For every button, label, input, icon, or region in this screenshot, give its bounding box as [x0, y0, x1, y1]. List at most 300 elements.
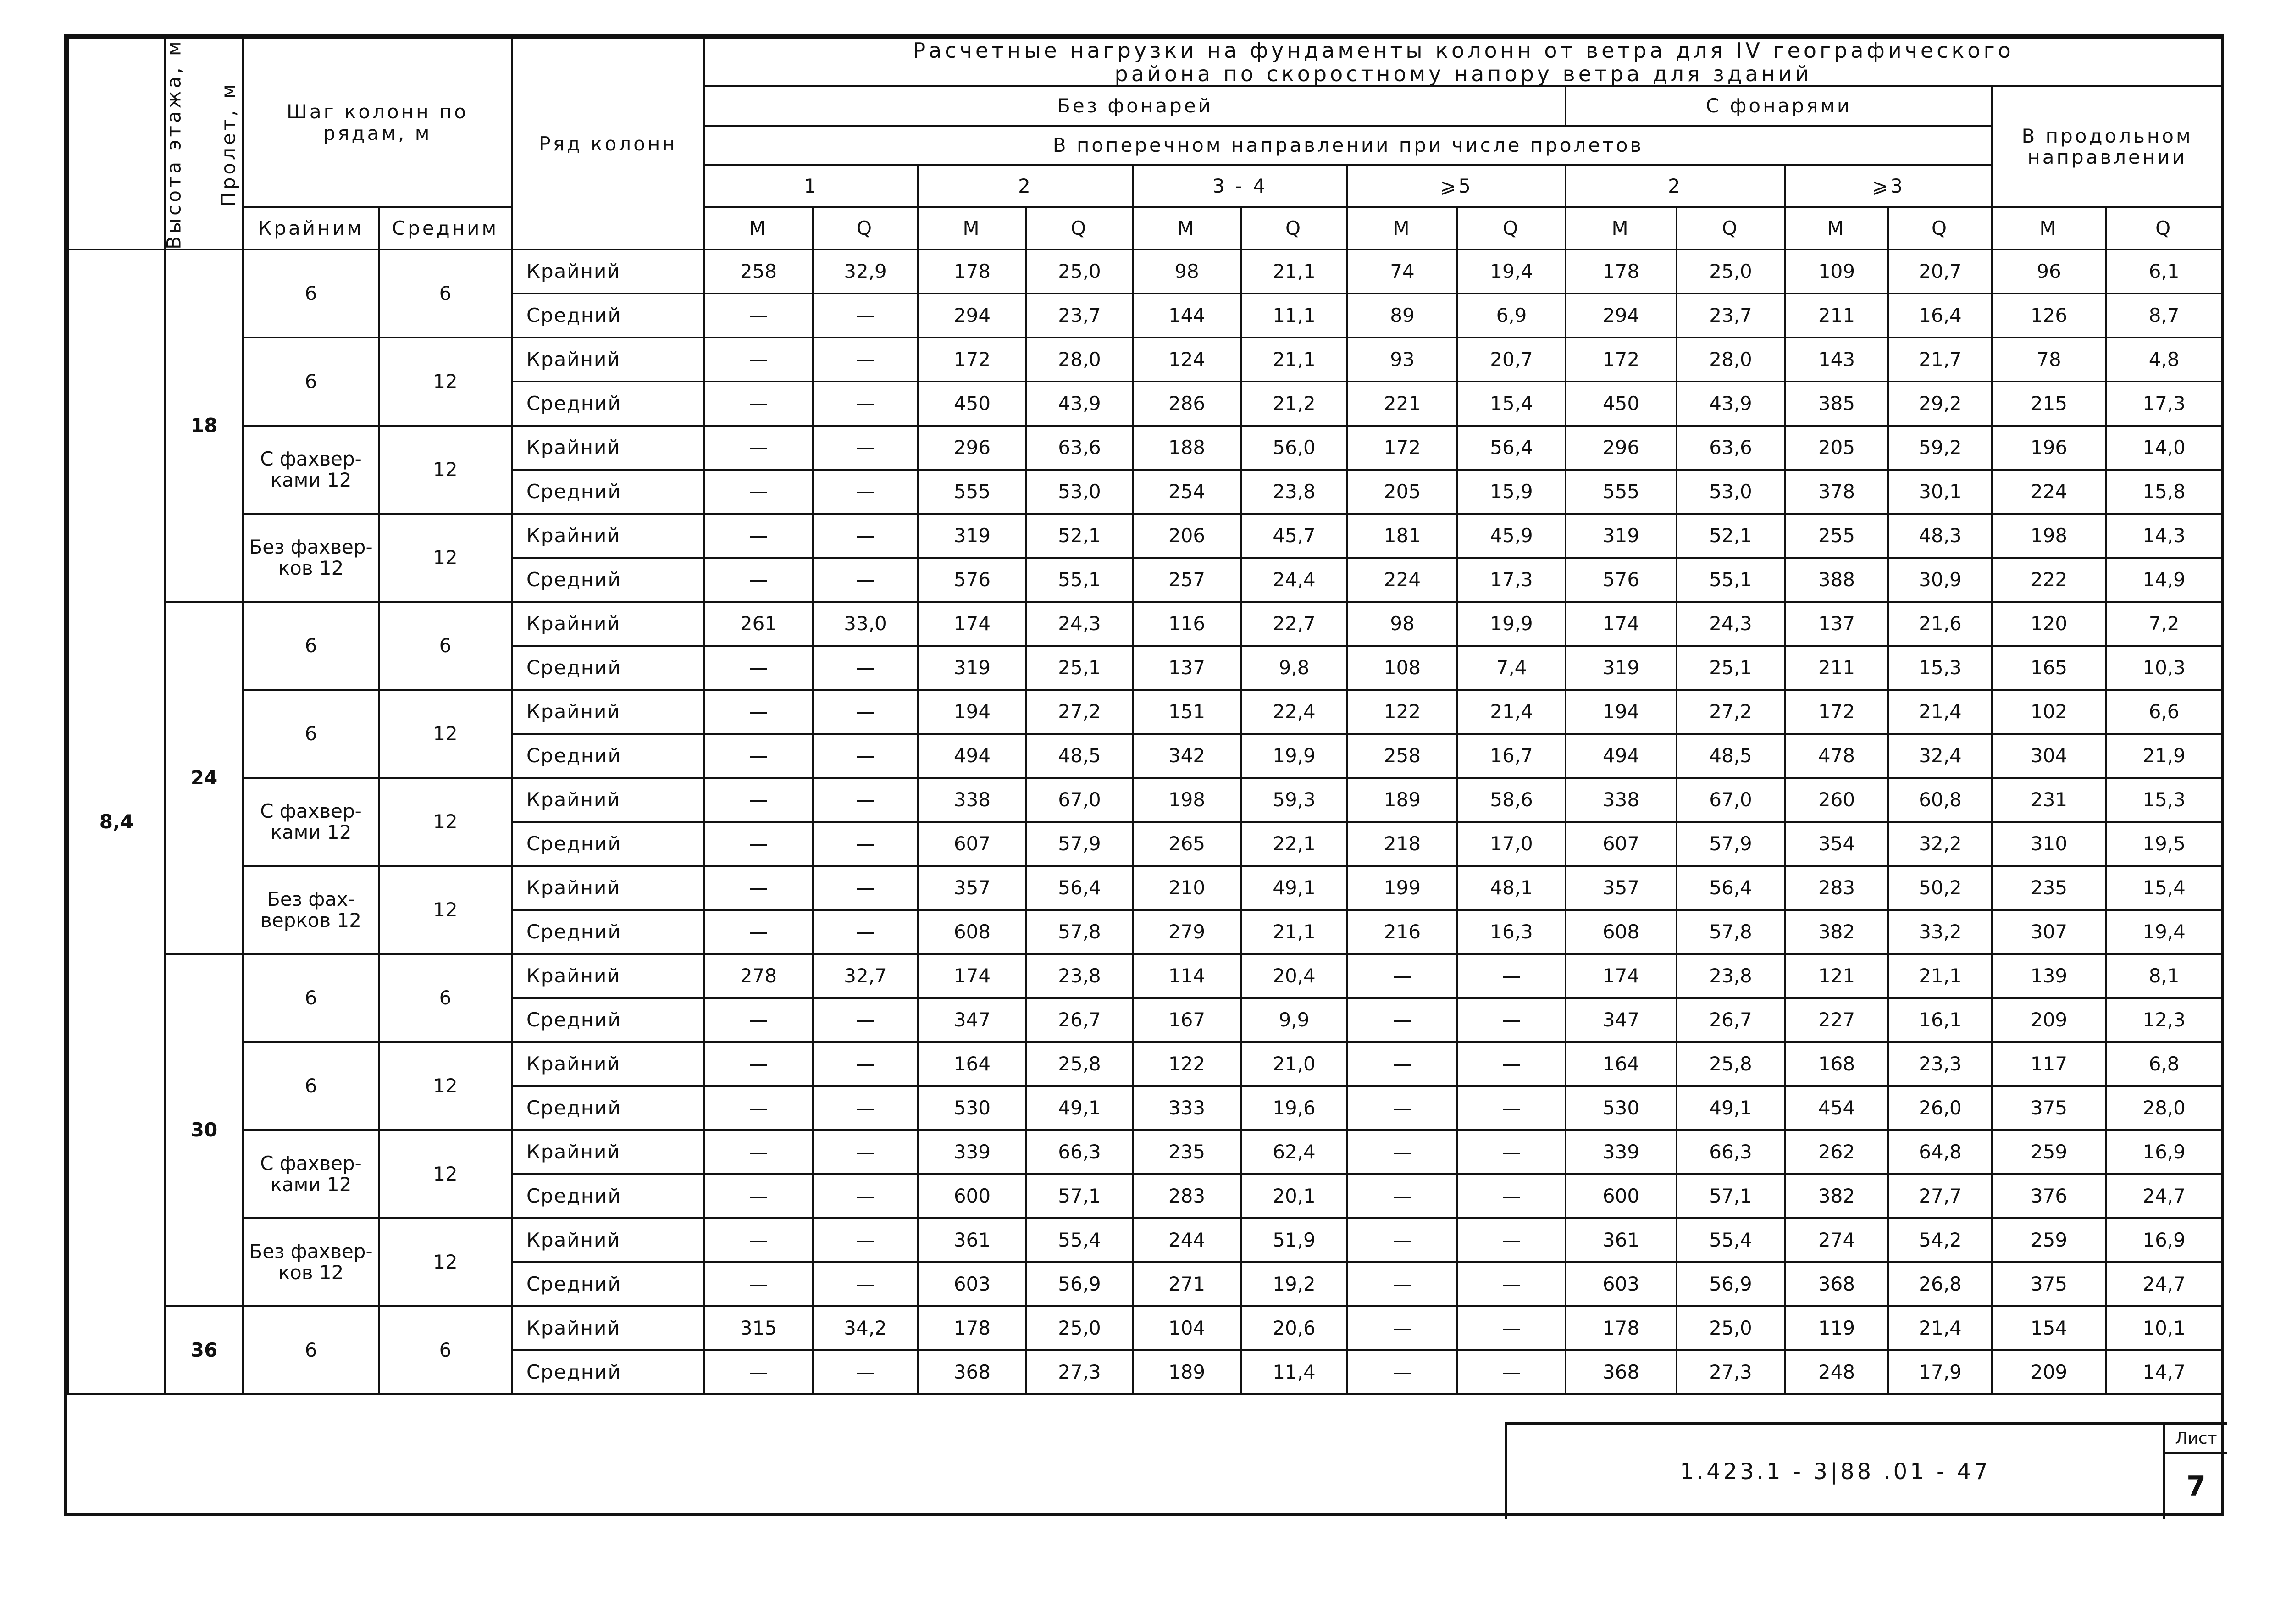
load-value: 174 — [918, 602, 1026, 646]
load-value: 283 — [1133, 1174, 1241, 1218]
load-value: 296 — [1566, 426, 1677, 470]
mq-header-3: M — [918, 207, 1026, 249]
span-value: 24 — [165, 602, 243, 954]
load-value: 357 — [1566, 866, 1677, 910]
load-value: 454 — [1785, 1086, 1888, 1130]
load-value: 347 — [918, 998, 1026, 1042]
load-value: — — [1457, 1262, 1566, 1306]
load-value: 25,8 — [1677, 1042, 1785, 1086]
load-value: 55,4 — [1026, 1218, 1133, 1262]
load-value: 259 — [1992, 1218, 2106, 1262]
load-value: 24,7 — [2106, 1262, 2222, 1306]
column-row-name: Средний — [512, 910, 704, 954]
load-value: 104 — [1133, 1306, 1241, 1350]
table-row — [68, 1042, 2222, 1086]
column-row-name: Крайний — [512, 1306, 704, 1350]
load-value: 555 — [1566, 470, 1677, 514]
load-value: 57,8 — [1026, 910, 1133, 954]
load-value: — — [813, 866, 918, 910]
load-value: 21,6 — [1888, 602, 1992, 646]
floor-height-value: 8,4 — [68, 249, 165, 1394]
mq-header-13: M — [1992, 207, 2106, 249]
load-value: 15,8 — [2106, 470, 2222, 514]
load-value: — — [704, 1130, 813, 1174]
table-row — [68, 1130, 2222, 1174]
load-value: — — [1347, 1130, 1457, 1174]
load-value: 181 — [1347, 514, 1457, 558]
load-value: 23,3 — [1888, 1042, 1992, 1086]
load-value: 28,0 — [1026, 338, 1133, 382]
load-value: 116 — [1133, 602, 1241, 646]
load-value: 347 — [1566, 998, 1677, 1042]
load-value: 357 — [918, 866, 1026, 910]
load-value: 16,4 — [1888, 294, 1992, 338]
column-row-name: Средний — [512, 1262, 704, 1306]
load-value: 56,9 — [1677, 1262, 1785, 1306]
load-value: 278 — [704, 954, 813, 998]
table-row — [68, 338, 2222, 382]
load-value: 15,4 — [2106, 866, 2222, 910]
longitudinal-header: В продольном направлении — [1992, 86, 2222, 207]
column-row-name: Крайний — [512, 866, 704, 910]
document-code: 1.423.1 - 3|88 .01 - 47 — [1680, 1459, 1991, 1485]
load-value: 124 — [1133, 338, 1241, 382]
load-value: 21,9 — [2106, 734, 2222, 778]
step-outer-value: 6 — [243, 690, 379, 778]
sheet-number-box — [2163, 1425, 2227, 1519]
load-value: 56,0 — [1241, 426, 1347, 470]
load-value: 6,9 — [1457, 294, 1566, 338]
load-value: 66,3 — [1026, 1130, 1133, 1174]
load-value: 67,0 — [1026, 778, 1133, 822]
load-value: 450 — [1566, 382, 1677, 426]
load-value: — — [704, 690, 813, 734]
load-value: 56,4 — [1026, 866, 1133, 910]
load-value: 27,2 — [1677, 690, 1785, 734]
load-value: 19,9 — [1457, 602, 1566, 646]
step-middle-value: 12 — [379, 1130, 512, 1218]
load-value: 388 — [1785, 558, 1888, 602]
load-value: 494 — [918, 734, 1026, 778]
title-line-1: Расчетные нагрузки на фундаменты колонн от ветра для IV географического — [913, 38, 2014, 63]
column-row-name: Крайний — [512, 338, 704, 382]
load-value: 194 — [1566, 690, 1677, 734]
load-value: 55,1 — [1026, 558, 1133, 602]
column-row-name: Средний — [512, 1174, 704, 1218]
load-value: 8,1 — [2106, 954, 2222, 998]
column-row-name: Средний — [512, 294, 704, 338]
load-value: 198 — [1992, 514, 2106, 558]
load-value: — — [813, 1042, 918, 1086]
load-value: 52,1 — [1026, 514, 1133, 558]
load-value: 10,1 — [2106, 1306, 2222, 1350]
sheet-label: Лист — [2165, 1425, 2227, 1454]
load-value: 283 — [1785, 866, 1888, 910]
load-value: 576 — [918, 558, 1026, 602]
span-value: 30 — [165, 954, 243, 1306]
load-value: 607 — [918, 822, 1026, 866]
column-row-name: Средний — [512, 1350, 704, 1394]
load-value: 319 — [1566, 646, 1677, 690]
load-value: 12,3 — [2106, 998, 2222, 1042]
load-value: 27,3 — [1677, 1350, 1785, 1394]
load-value: 51,9 — [1241, 1218, 1347, 1262]
load-value: 254 — [1133, 470, 1241, 514]
step-middle-value: 12 — [379, 426, 512, 514]
load-value: 137 — [1785, 602, 1888, 646]
table-row — [68, 866, 2222, 910]
load-value: 117 — [1992, 1042, 2106, 1086]
load-value: 30,9 — [1888, 558, 1992, 602]
load-value: — — [704, 558, 813, 602]
load-value: 19,4 — [1457, 249, 1566, 294]
load-value: 17,0 — [1457, 822, 1566, 866]
load-value: 26,0 — [1888, 1086, 1992, 1130]
span-count-2: 2 — [918, 165, 1133, 207]
column-row-name: Средний — [512, 558, 704, 602]
load-value: 119 — [1785, 1306, 1888, 1350]
load-value: 235 — [1133, 1130, 1241, 1174]
column-row-name: Крайний — [512, 1042, 704, 1086]
load-value: 206 — [1133, 514, 1241, 558]
load-value: 62,4 — [1241, 1130, 1347, 1174]
load-value: 26,7 — [1677, 998, 1785, 1042]
load-value: 49,1 — [1241, 866, 1347, 910]
load-value: 8,7 — [2106, 294, 2222, 338]
load-value: 63,6 — [1677, 426, 1785, 470]
load-value: 600 — [918, 1174, 1026, 1218]
load-value: 319 — [918, 646, 1026, 690]
load-value: — — [1347, 1218, 1457, 1262]
transverse-header: В поперечном направлении при числе пролетов — [704, 126, 1992, 165]
step-outer-value: 6 — [243, 1306, 379, 1394]
load-value: 59,3 — [1241, 778, 1347, 822]
load-value: 22,4 — [1241, 690, 1347, 734]
load-value: 33,0 — [813, 602, 918, 646]
load-value: 164 — [918, 1042, 1026, 1086]
load-value: 19,9 — [1241, 734, 1347, 778]
load-value: 7,2 — [2106, 602, 2222, 646]
column-row-name: Крайний — [512, 1130, 704, 1174]
load-value: 478 — [1785, 734, 1888, 778]
mq-header-8: Q — [1457, 207, 1566, 249]
load-value: 28,0 — [1677, 338, 1785, 382]
load-value: 21,4 — [1457, 690, 1566, 734]
column-row-name: Средний — [512, 734, 704, 778]
load-value: 32,4 — [1888, 734, 1992, 778]
load-value: 368 — [1785, 1262, 1888, 1306]
load-value: 178 — [918, 249, 1026, 294]
load-value: 63,6 — [1026, 426, 1133, 470]
load-value: 25,0 — [1677, 249, 1785, 294]
load-value: 25,8 — [1026, 1042, 1133, 1086]
table-row — [68, 778, 2222, 822]
load-value: — — [1347, 1262, 1457, 1306]
load-value: 210 — [1133, 866, 1241, 910]
load-value: 172 — [1566, 338, 1677, 382]
load-value: 93 — [1347, 338, 1457, 382]
load-value: — — [813, 514, 918, 558]
step-outer-value: Без фахвер- ков 12 — [243, 514, 379, 602]
load-value: 58,6 — [1457, 778, 1566, 822]
load-value: 60,8 — [1888, 778, 1992, 822]
load-value: — — [1457, 1174, 1566, 1218]
load-value: — — [1347, 1174, 1457, 1218]
load-value: — — [704, 998, 813, 1042]
load-value: — — [813, 338, 918, 382]
load-value: 198 — [1133, 778, 1241, 822]
table-title — [704, 38, 2222, 86]
load-value: 216 — [1347, 910, 1457, 954]
load-value: 188 — [1133, 426, 1241, 470]
load-value: 310 — [1992, 822, 2106, 866]
step-outer-header: Крайним — [243, 207, 379, 249]
mq-header-6: Q — [1241, 207, 1347, 249]
load-value: 96 — [1992, 249, 2106, 294]
mq-header-5: M — [1133, 207, 1241, 249]
no-lanterns-header: Без фонарей — [704, 86, 1566, 126]
load-value: 78 — [1992, 338, 2106, 382]
load-value: 6,8 — [2106, 1042, 2222, 1086]
load-value: 382 — [1785, 910, 1888, 954]
table-row — [68, 1306, 2222, 1350]
load-value: 172 — [1785, 690, 1888, 734]
load-value: 248 — [1785, 1350, 1888, 1394]
load-value: 27,7 — [1888, 1174, 1992, 1218]
step-middle-value: 12 — [379, 514, 512, 602]
table-row — [68, 602, 2222, 646]
load-value: 17,3 — [1457, 558, 1566, 602]
load-value: 15,3 — [1888, 646, 1992, 690]
load-value: — — [1347, 1350, 1457, 1394]
load-value: 215 — [1992, 382, 2106, 426]
load-value: — — [704, 470, 813, 514]
load-value: 20,1 — [1241, 1174, 1347, 1218]
load-value: 189 — [1347, 778, 1457, 822]
load-value: 55,1 — [1677, 558, 1785, 602]
load-value: 319 — [1566, 514, 1677, 558]
column-row-name: Крайний — [512, 1218, 704, 1262]
load-value: — — [1457, 1130, 1566, 1174]
load-value: 143 — [1785, 338, 1888, 382]
load-value: 265 — [1133, 822, 1241, 866]
load-value: 20,7 — [1457, 338, 1566, 382]
table-row — [68, 514, 2222, 558]
load-value: 57,9 — [1026, 822, 1133, 866]
load-value: 56,4 — [1457, 426, 1566, 470]
load-value: 6,1 — [2106, 249, 2222, 294]
load-value: — — [1347, 998, 1457, 1042]
load-value: 172 — [918, 338, 1026, 382]
load-value: 56,4 — [1677, 866, 1785, 910]
load-value: 24,7 — [2106, 1174, 2222, 1218]
load-value: 28,0 — [2106, 1086, 2222, 1130]
load-value: 19,4 — [2106, 910, 2222, 954]
load-value: — — [704, 646, 813, 690]
load-value: 144 — [1133, 294, 1241, 338]
column-row-name: Крайний — [512, 602, 704, 646]
load-value: — — [1457, 1218, 1566, 1262]
load-value: 32,7 — [813, 954, 918, 998]
column-row-name: Средний — [512, 998, 704, 1042]
load-value: 361 — [918, 1218, 1026, 1262]
load-value: 74 — [1347, 249, 1457, 294]
load-value: — — [1457, 1350, 1566, 1394]
load-value: — — [704, 382, 813, 426]
column-row-name: Средний — [512, 1086, 704, 1130]
load-value: 89 — [1347, 294, 1457, 338]
span-count-1: 1 — [704, 165, 918, 207]
column-row-name: Крайний — [512, 426, 704, 470]
load-value: 450 — [918, 382, 1026, 426]
load-value: 375 — [1992, 1086, 2106, 1130]
load-value: — — [1347, 1086, 1457, 1130]
load-value: — — [813, 734, 918, 778]
load-value: — — [1457, 1042, 1566, 1086]
load-value: 172 — [1347, 426, 1457, 470]
load-value: 333 — [1133, 1086, 1241, 1130]
load-value: 209 — [1992, 998, 2106, 1042]
wind-load-table — [67, 37, 2223, 1395]
load-value: 607 — [1566, 822, 1677, 866]
load-value: 33,2 — [1888, 910, 1992, 954]
column-row-name: Средний — [512, 382, 704, 426]
load-value: 59,2 — [1888, 426, 1992, 470]
load-value: 294 — [1566, 294, 1677, 338]
load-value: 9,9 — [1241, 998, 1347, 1042]
load-value: 382 — [1785, 1174, 1888, 1218]
load-value: 307 — [1992, 910, 2106, 954]
step-outer-value: С фахвер- ками 12 — [243, 426, 379, 514]
load-value: 21,1 — [1241, 910, 1347, 954]
load-value: 294 — [918, 294, 1026, 338]
load-value: — — [704, 778, 813, 822]
load-value: 45,9 — [1457, 514, 1566, 558]
load-value: 255 — [1785, 514, 1888, 558]
load-value: 45,7 — [1241, 514, 1347, 558]
load-value: — — [813, 1350, 918, 1394]
floor-height-header — [68, 38, 185, 249]
load-value: 378 — [1785, 470, 1888, 514]
load-value: 262 — [1785, 1130, 1888, 1174]
load-value: 53,0 — [1026, 470, 1133, 514]
floor-height-header-text: Высота этажа, м — [162, 38, 185, 249]
load-value: 211 — [1785, 294, 1888, 338]
load-value: 24,3 — [1677, 602, 1785, 646]
load-value: — — [813, 1174, 918, 1218]
load-value: — — [704, 1174, 813, 1218]
title-line-2: района по скоростному напору ветра для зданий — [1114, 61, 1812, 86]
column-row-header: Ряд колонн — [512, 38, 704, 249]
load-value: 608 — [1566, 910, 1677, 954]
load-value: 296 — [918, 426, 1026, 470]
load-value: — — [704, 294, 813, 338]
load-value: 30,1 — [1888, 470, 1992, 514]
load-value: 376 — [1992, 1174, 2106, 1218]
load-value: 338 — [1566, 778, 1677, 822]
load-value: 22,7 — [1241, 602, 1347, 646]
load-value: 23,7 — [1677, 294, 1785, 338]
load-value: 608 — [918, 910, 1026, 954]
load-value: — — [1347, 954, 1457, 998]
load-value: 178 — [918, 1306, 1026, 1350]
load-value: 174 — [1566, 954, 1677, 998]
table-row — [68, 249, 2222, 294]
load-value: — — [1347, 1306, 1457, 1350]
load-value: 21,4 — [1888, 690, 1992, 734]
load-value: 20,6 — [1241, 1306, 1347, 1350]
load-value: 368 — [1566, 1350, 1677, 1394]
load-value: 102 — [1992, 690, 2106, 734]
load-value: 67,0 — [1677, 778, 1785, 822]
load-value: 17,3 — [2106, 382, 2222, 426]
load-value: 23,8 — [1677, 954, 1785, 998]
load-value: 98 — [1347, 602, 1457, 646]
load-value: 11,1 — [1241, 294, 1347, 338]
with-lanterns-header: С фонарями — [1566, 86, 1992, 126]
load-value: 385 — [1785, 382, 1888, 426]
column-row-name: Крайний — [512, 249, 704, 294]
load-value: 218 — [1347, 822, 1457, 866]
load-value: 259 — [1992, 1130, 2106, 1174]
load-value: 14,9 — [2106, 558, 2222, 602]
load-value: 56,9 — [1026, 1262, 1133, 1306]
step-middle-value: 6 — [379, 954, 512, 1042]
load-value: 209 — [1992, 1350, 2106, 1394]
load-value: 25,0 — [1026, 249, 1133, 294]
column-row-name: Средний — [512, 470, 704, 514]
load-value: 19,5 — [2106, 822, 2222, 866]
load-value: — — [704, 1042, 813, 1086]
load-value: 14,3 — [2106, 514, 2222, 558]
load-value: 48,1 — [1457, 866, 1566, 910]
load-value: — — [813, 1262, 918, 1306]
load-value: 29,2 — [1888, 382, 1992, 426]
step-middle-value: 12 — [379, 866, 512, 954]
load-value: 224 — [1992, 470, 2106, 514]
load-value: 22,1 — [1241, 822, 1347, 866]
load-value: 43,9 — [1026, 382, 1133, 426]
mq-header-1: M — [704, 207, 813, 249]
load-value: 121 — [1785, 954, 1888, 998]
load-value: 164 — [1566, 1042, 1677, 1086]
step-outer-value: 6 — [243, 338, 379, 426]
load-value: 48,5 — [1026, 734, 1133, 778]
load-value: 49,1 — [1677, 1086, 1785, 1130]
load-value: 274 — [1785, 1218, 1888, 1262]
load-value: 20,7 — [1888, 249, 1992, 294]
mq-header-4: Q — [1026, 207, 1133, 249]
load-value: 57,8 — [1677, 910, 1785, 954]
load-value: 16,7 — [1457, 734, 1566, 778]
load-value: 154 — [1992, 1306, 2106, 1350]
load-value: 199 — [1347, 866, 1457, 910]
load-value: 368 — [918, 1350, 1026, 1394]
load-value: 494 — [1566, 734, 1677, 778]
column-row-name: Средний — [512, 646, 704, 690]
load-value: 221 — [1347, 382, 1457, 426]
table-row — [68, 426, 2222, 470]
load-value: 21,2 — [1241, 382, 1347, 426]
load-value: 231 — [1992, 778, 2106, 822]
load-value: 258 — [1347, 734, 1457, 778]
load-value: 24,4 — [1241, 558, 1347, 602]
step-outer-value: Без фах- верков 12 — [243, 866, 379, 954]
load-value: 151 — [1133, 690, 1241, 734]
load-value: 339 — [1566, 1130, 1677, 1174]
span-value: 18 — [165, 249, 243, 602]
column-row-name: Крайний — [512, 778, 704, 822]
